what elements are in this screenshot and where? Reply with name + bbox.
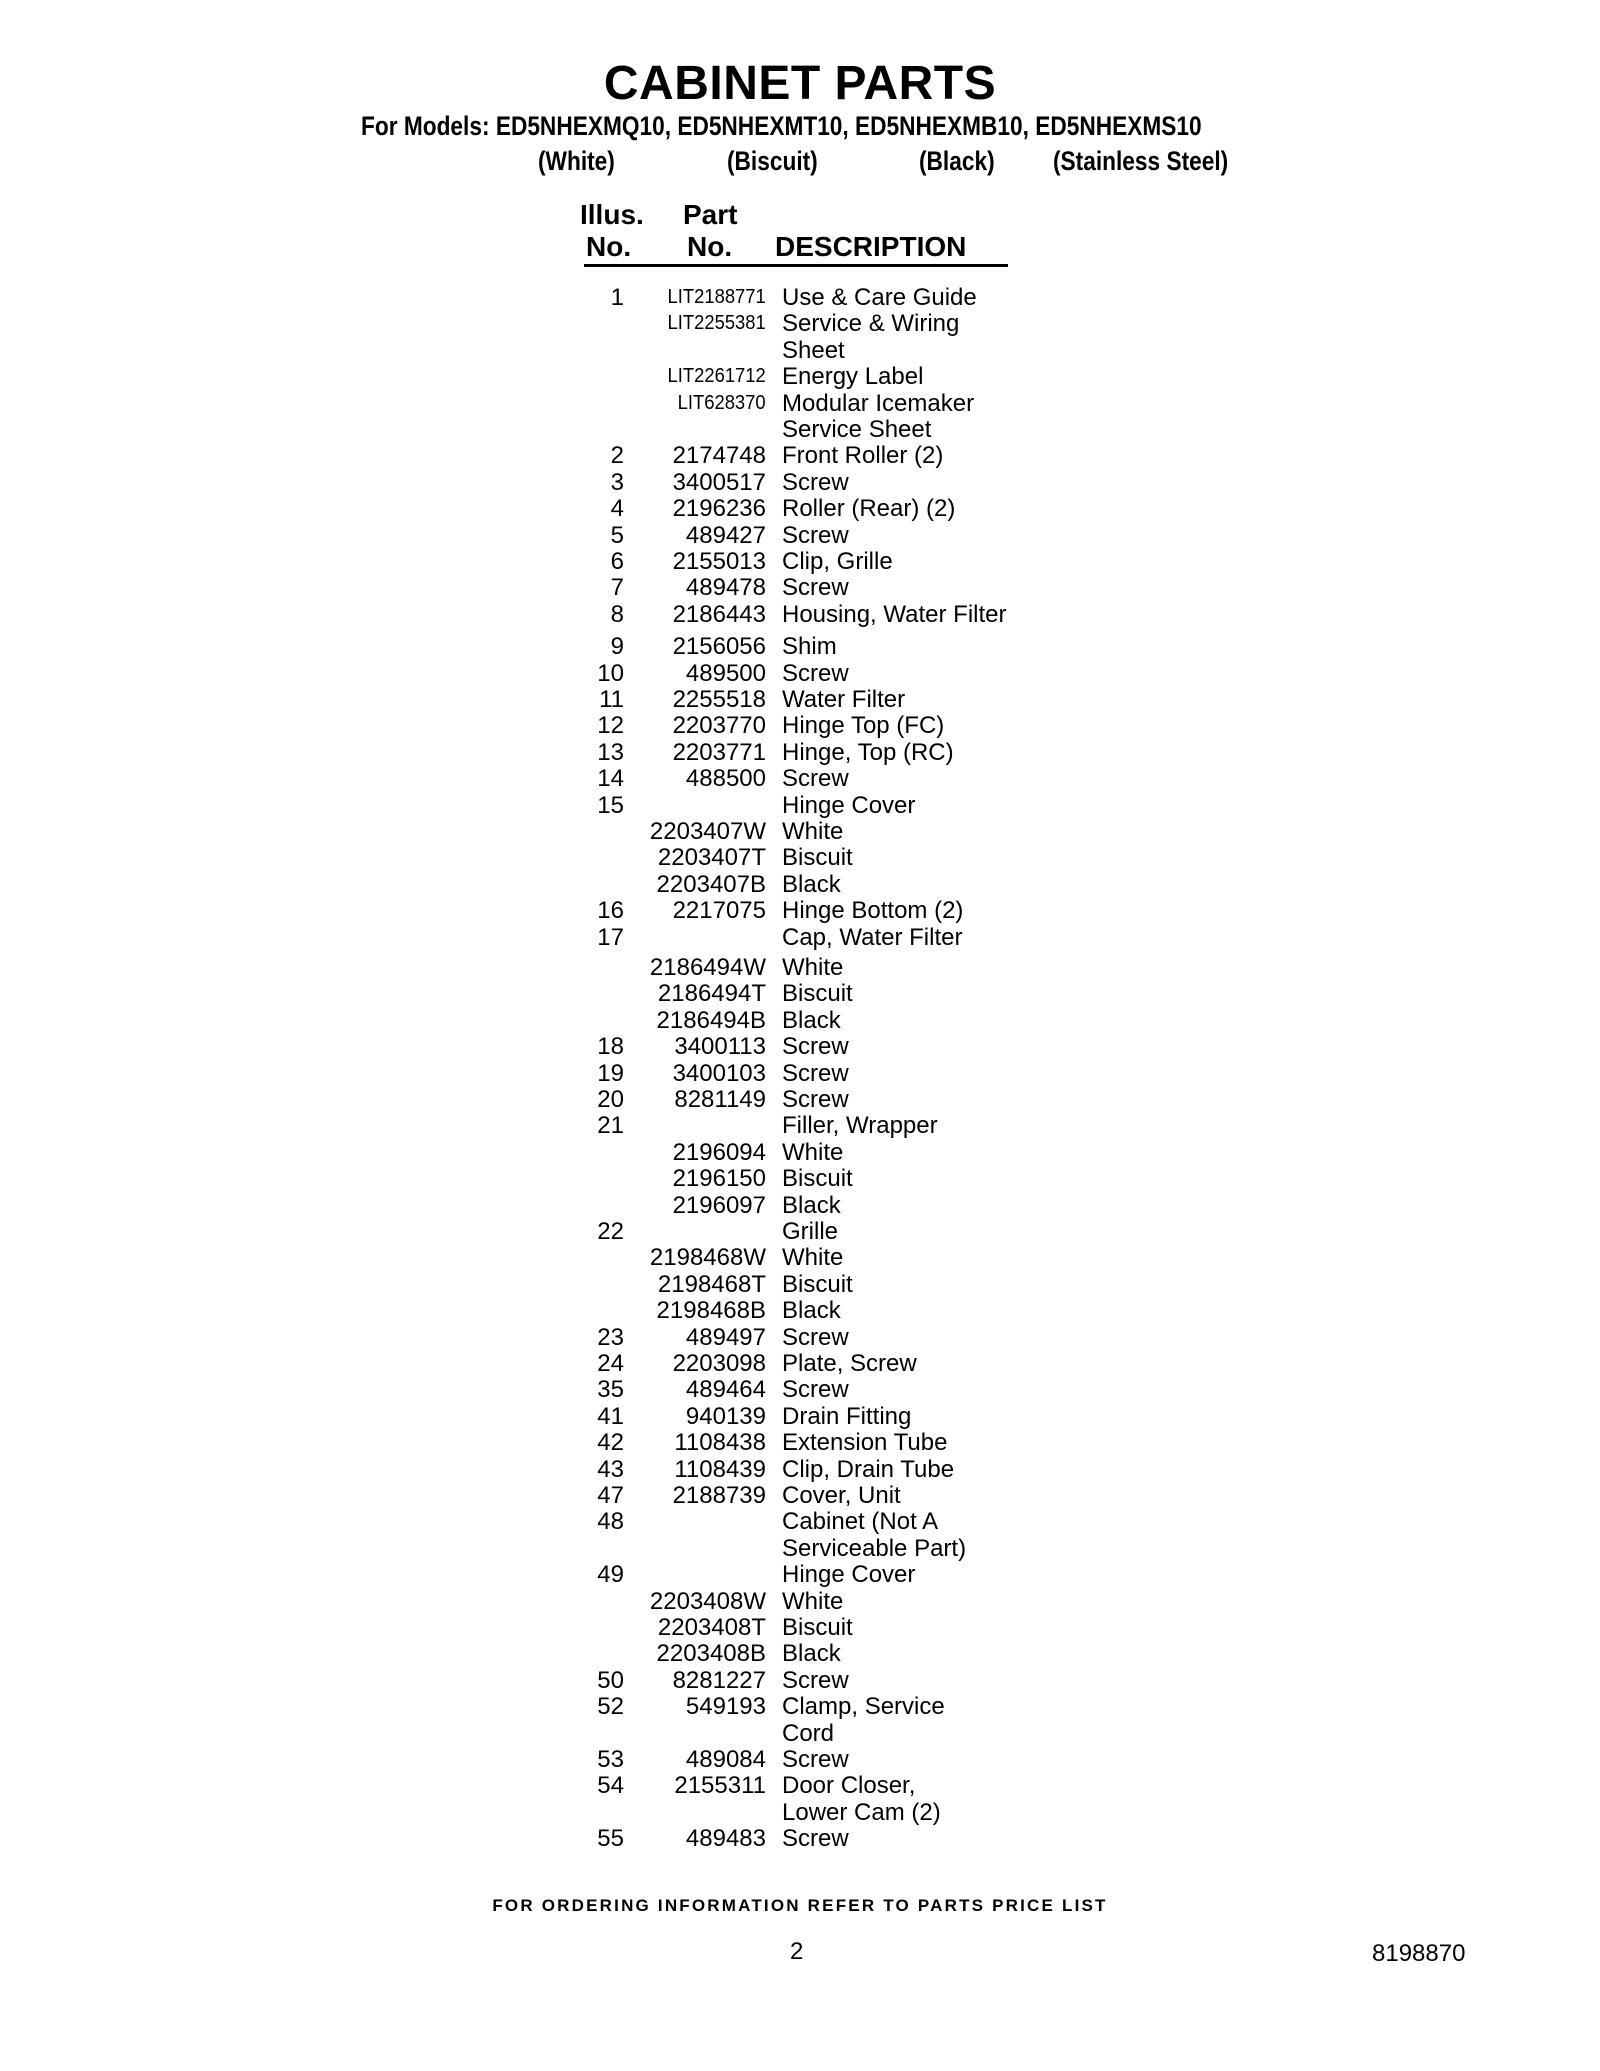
table-row xyxy=(0,1376,1600,1403)
part-number: LIT2255381 xyxy=(667,312,766,335)
illus-number: 43 xyxy=(597,1455,624,1483)
table-row xyxy=(0,712,1600,739)
part-number: 2186494W xyxy=(649,954,766,981)
part-description: White xyxy=(782,1587,844,1615)
part-number: 3400517 xyxy=(672,468,766,496)
part-description: Screw xyxy=(782,659,849,687)
illus-number: 47 xyxy=(597,1482,624,1509)
illus-number: 11 xyxy=(599,686,624,713)
table-row xyxy=(0,1350,1600,1377)
part-description: Shim xyxy=(782,633,837,661)
col-header-illus-top: Illus. xyxy=(580,199,644,230)
part-description: Black xyxy=(782,1640,841,1668)
part-number: 488500 xyxy=(685,765,766,793)
table-row xyxy=(0,980,1600,1007)
part-number: 2217075 xyxy=(672,897,766,925)
table-row xyxy=(0,765,1600,792)
table-row xyxy=(0,1799,1600,1826)
illus-number: 14 xyxy=(597,765,624,793)
part-description: White xyxy=(782,818,844,845)
part-description: Screw xyxy=(782,1825,849,1853)
table-row xyxy=(0,633,1600,660)
part-description: Biscuit xyxy=(782,980,853,1008)
part-number: 2203408W xyxy=(649,1587,766,1615)
header-divider xyxy=(584,264,1008,267)
table-row xyxy=(0,1033,1600,1060)
illus-number: 13 xyxy=(597,738,624,766)
color-white: (White) xyxy=(538,146,615,176)
col-header-part-bottom: No. xyxy=(687,231,733,262)
table-row xyxy=(0,1535,1600,1562)
part-description: Black xyxy=(782,870,841,898)
table-row xyxy=(0,1271,1600,1298)
part-description: Service Sheet xyxy=(782,416,932,443)
part-number: 2203771 xyxy=(672,738,766,766)
part-number: 489497 xyxy=(685,1323,766,1351)
table-row xyxy=(0,416,1600,443)
table-row xyxy=(0,1720,1600,1747)
illus-number: 15 xyxy=(597,791,624,819)
part-description: Biscuit xyxy=(782,1614,853,1641)
illus-number: 23 xyxy=(597,1323,624,1351)
part-description: Energy Label xyxy=(782,363,924,391)
table-row xyxy=(0,1060,1600,1087)
part-description: Lower Cam (2) xyxy=(782,1798,941,1826)
col-header-illus-bottom: No. xyxy=(586,231,632,262)
table-row xyxy=(0,1825,1600,1852)
part-number: 489464 xyxy=(685,1376,766,1404)
models-line: For Models: ED5NHEXMQ10, ED5NHEXMT10, ED5NHEXMB10, ED5NHEXMS10 xyxy=(361,111,1202,141)
table-row xyxy=(0,1403,1600,1430)
table-row xyxy=(0,1693,1600,1720)
part-description: Cabinet (Not A xyxy=(782,1508,939,1536)
table-row xyxy=(0,548,1600,575)
table-row xyxy=(0,1667,1600,1694)
table-row xyxy=(0,897,1600,924)
part-description: Screw xyxy=(782,1746,849,1773)
table-row xyxy=(0,686,1600,713)
page-number: 2 xyxy=(790,1938,804,1965)
part-description: Grille xyxy=(782,1218,839,1245)
part-number: LIT628370 xyxy=(678,391,766,414)
illus-number: 21 xyxy=(597,1112,624,1140)
part-description: Cover, Unit xyxy=(782,1482,901,1509)
illus-number: 49 xyxy=(597,1561,624,1589)
part-number: 489500 xyxy=(685,659,766,687)
part-description: Drain Fitting xyxy=(782,1402,912,1430)
part-description: Clip, Grille xyxy=(782,548,893,575)
part-description: Screw xyxy=(782,1086,849,1113)
part-description: Housing, Water Filter xyxy=(782,600,1007,628)
part-number: 8281149 xyxy=(674,1086,766,1113)
table-row xyxy=(0,390,1600,417)
table-row xyxy=(0,1112,1600,1139)
illus-number: 52 xyxy=(597,1693,624,1721)
table-row xyxy=(0,337,1600,364)
table-row xyxy=(0,1482,1600,1509)
part-description: Biscuit xyxy=(782,1165,853,1193)
ordering-note: FOR ORDERING INFORMATION REFER TO PARTS PRICE LIST xyxy=(492,1896,1108,1915)
part-description: Screw xyxy=(782,1033,849,1061)
part-description: Plate, Screw xyxy=(782,1350,917,1377)
part-description: Use & Care Guide xyxy=(782,284,977,311)
table-row xyxy=(0,792,1600,819)
part-description: Serviceable Part) xyxy=(782,1534,967,1562)
part-description: Black xyxy=(782,1191,841,1219)
table-row xyxy=(0,442,1600,469)
part-description: Door Closer, xyxy=(782,1772,916,1800)
part-description: Screw xyxy=(782,1323,849,1351)
part-number: 2196236 xyxy=(672,495,766,523)
illus-number: 12 xyxy=(597,712,624,740)
part-description: Hinge Cover xyxy=(782,791,916,819)
table-row xyxy=(0,601,1600,628)
illus-number: 18 xyxy=(597,1033,624,1061)
illus-number: 1 xyxy=(610,284,624,311)
table-row xyxy=(0,1640,1600,1667)
part-number: 2203408B xyxy=(656,1640,766,1668)
illus-number: 48 xyxy=(597,1508,624,1536)
table-row xyxy=(0,310,1600,337)
table-row xyxy=(0,363,1600,390)
col-header-description: DESCRIPTION xyxy=(775,231,967,262)
illus-number: 16 xyxy=(597,897,624,925)
illus-number: 6 xyxy=(610,548,624,575)
table-row xyxy=(0,871,1600,898)
table-row xyxy=(0,1429,1600,1456)
part-description: Screw xyxy=(782,521,849,549)
part-number: 3400113 xyxy=(674,1033,766,1061)
part-description: Water Filter xyxy=(782,686,906,713)
part-description: Screw xyxy=(782,574,849,602)
part-description: Clip, Drain Tube xyxy=(782,1455,955,1483)
part-number: 2156056 xyxy=(672,633,766,661)
illus-number: 41 xyxy=(597,1402,624,1430)
illus-number: 9 xyxy=(610,633,624,661)
table-row xyxy=(0,495,1600,522)
table-row xyxy=(0,818,1600,845)
color-black: (Black) xyxy=(919,146,995,176)
col-header-part-top: Part xyxy=(683,199,738,230)
table-row xyxy=(0,739,1600,766)
part-number: 2203407T xyxy=(657,844,766,872)
part-number: 2196094 xyxy=(672,1138,766,1166)
part-description: Front Roller (2) xyxy=(782,442,944,470)
part-number: 2203770 xyxy=(672,712,766,740)
part-number: 2174748 xyxy=(672,442,766,470)
part-number: LIT2188771 xyxy=(667,286,766,308)
part-number: 2203407B xyxy=(656,870,766,898)
table-row xyxy=(0,1007,1600,1034)
part-description: Screw xyxy=(782,765,849,793)
part-number: 2188739 xyxy=(672,1482,766,1509)
table-row xyxy=(0,574,1600,601)
table-row xyxy=(0,1614,1600,1641)
table-row xyxy=(0,1772,1600,1799)
table-row xyxy=(0,954,1600,981)
table-row xyxy=(0,844,1600,871)
illus-number: 24 xyxy=(597,1350,624,1377)
part-number: 489427 xyxy=(685,521,766,549)
table-row xyxy=(0,1746,1600,1773)
part-description: Cord xyxy=(782,1719,835,1747)
part-description: White xyxy=(782,1138,844,1166)
illus-number: 19 xyxy=(597,1059,624,1087)
part-description: Hinge Bottom (2) xyxy=(782,897,964,925)
illus-number: 10 xyxy=(597,659,624,687)
illus-number: 3 xyxy=(610,468,624,496)
part-number: 2155311 xyxy=(674,1772,766,1800)
part-number: 8281227 xyxy=(672,1666,766,1694)
table-row xyxy=(0,1561,1600,1588)
part-number: 940139 xyxy=(685,1402,766,1430)
part-description: Service & Wiring xyxy=(782,310,960,338)
part-number: 1108438 xyxy=(674,1429,766,1457)
document-number: 8198870 xyxy=(1372,1940,1466,1967)
table-row xyxy=(0,469,1600,496)
part-description: Modular Icemaker xyxy=(782,389,975,417)
table-row xyxy=(0,1324,1600,1351)
part-description: Black xyxy=(782,1297,841,1325)
part-description: White xyxy=(782,954,844,981)
part-number: 2186494B xyxy=(656,1006,766,1034)
part-number: 2198468W xyxy=(649,1244,766,1272)
color-biscuit: (Biscuit) xyxy=(727,146,818,176)
part-number: 2203098 xyxy=(672,1350,766,1377)
part-description: Extension Tube xyxy=(782,1429,948,1457)
illus-number: 8 xyxy=(610,600,624,628)
illus-number: 53 xyxy=(597,1746,624,1773)
part-description: Sheet xyxy=(782,336,845,364)
table-row xyxy=(0,1165,1600,1192)
illus-number: 54 xyxy=(597,1772,624,1800)
table-row xyxy=(0,1456,1600,1483)
part-description: Hinge, Top (RC) xyxy=(782,738,954,766)
illus-number: 35 xyxy=(597,1376,624,1404)
part-number: 489483 xyxy=(685,1825,766,1853)
page-title: CABINET PARTS xyxy=(603,57,997,110)
part-description: White xyxy=(782,1244,844,1272)
table-row xyxy=(0,1086,1600,1113)
part-number: 2198468B xyxy=(656,1297,766,1325)
color-stainless-steel: (Stainless Steel) xyxy=(1053,146,1229,176)
part-number: 549193 xyxy=(685,1693,766,1721)
part-description: Clamp, Service xyxy=(782,1693,945,1721)
table-row xyxy=(0,1508,1600,1535)
part-number: 2155013 xyxy=(672,548,766,575)
illus-number: 17 xyxy=(597,923,624,951)
table-row xyxy=(0,660,1600,687)
table-row xyxy=(0,522,1600,549)
part-number: 1108439 xyxy=(674,1455,766,1483)
part-description: Screw xyxy=(782,1666,849,1694)
table-row xyxy=(0,1218,1600,1245)
part-description: Filler, Wrapper xyxy=(782,1112,938,1140)
part-number: 2198468T xyxy=(657,1270,766,1298)
part-description: Cap, Water Filter xyxy=(782,923,963,951)
part-number: 3400103 xyxy=(672,1059,766,1087)
part-description: Hinge Cover xyxy=(782,1561,916,1589)
illus-number: 50 xyxy=(597,1666,624,1694)
part-number: LIT2261712 xyxy=(667,365,766,388)
table-row xyxy=(0,1297,1600,1324)
table-row xyxy=(0,1139,1600,1166)
table-row xyxy=(0,924,1600,951)
part-description: Screw xyxy=(782,468,849,496)
illus-number: 42 xyxy=(597,1429,624,1457)
part-description: Screw xyxy=(782,1059,849,1087)
part-number: 2186443 xyxy=(672,600,766,628)
table-row xyxy=(0,1192,1600,1219)
illus-number: 4 xyxy=(610,495,624,523)
illus-number: 7 xyxy=(610,574,624,602)
part-number: 2203407W xyxy=(649,818,766,845)
table-row xyxy=(0,1588,1600,1615)
part-number: 2203408T xyxy=(657,1614,766,1641)
part-description: Black xyxy=(782,1006,841,1034)
part-number: 2255518 xyxy=(672,686,766,713)
part-description: Roller (Rear) (2) xyxy=(782,495,956,523)
illus-number: 5 xyxy=(610,521,624,549)
illus-number: 22 xyxy=(597,1218,624,1245)
part-description: Biscuit xyxy=(782,1270,853,1298)
illus-number: 2 xyxy=(610,442,624,470)
part-number: 489084 xyxy=(685,1746,766,1773)
part-number: 2196097 xyxy=(672,1191,766,1219)
illus-number: 20 xyxy=(597,1086,624,1113)
part-description: Hinge Top (FC) xyxy=(782,712,945,740)
part-number: 2196150 xyxy=(672,1165,766,1193)
part-number: 2186494T xyxy=(657,980,766,1008)
table-row xyxy=(0,284,1600,311)
part-description: Biscuit xyxy=(782,844,853,872)
illus-number: 55 xyxy=(597,1825,624,1853)
part-number: 489478 xyxy=(685,574,766,602)
part-description: Screw xyxy=(782,1376,849,1404)
table-row xyxy=(0,1244,1600,1271)
